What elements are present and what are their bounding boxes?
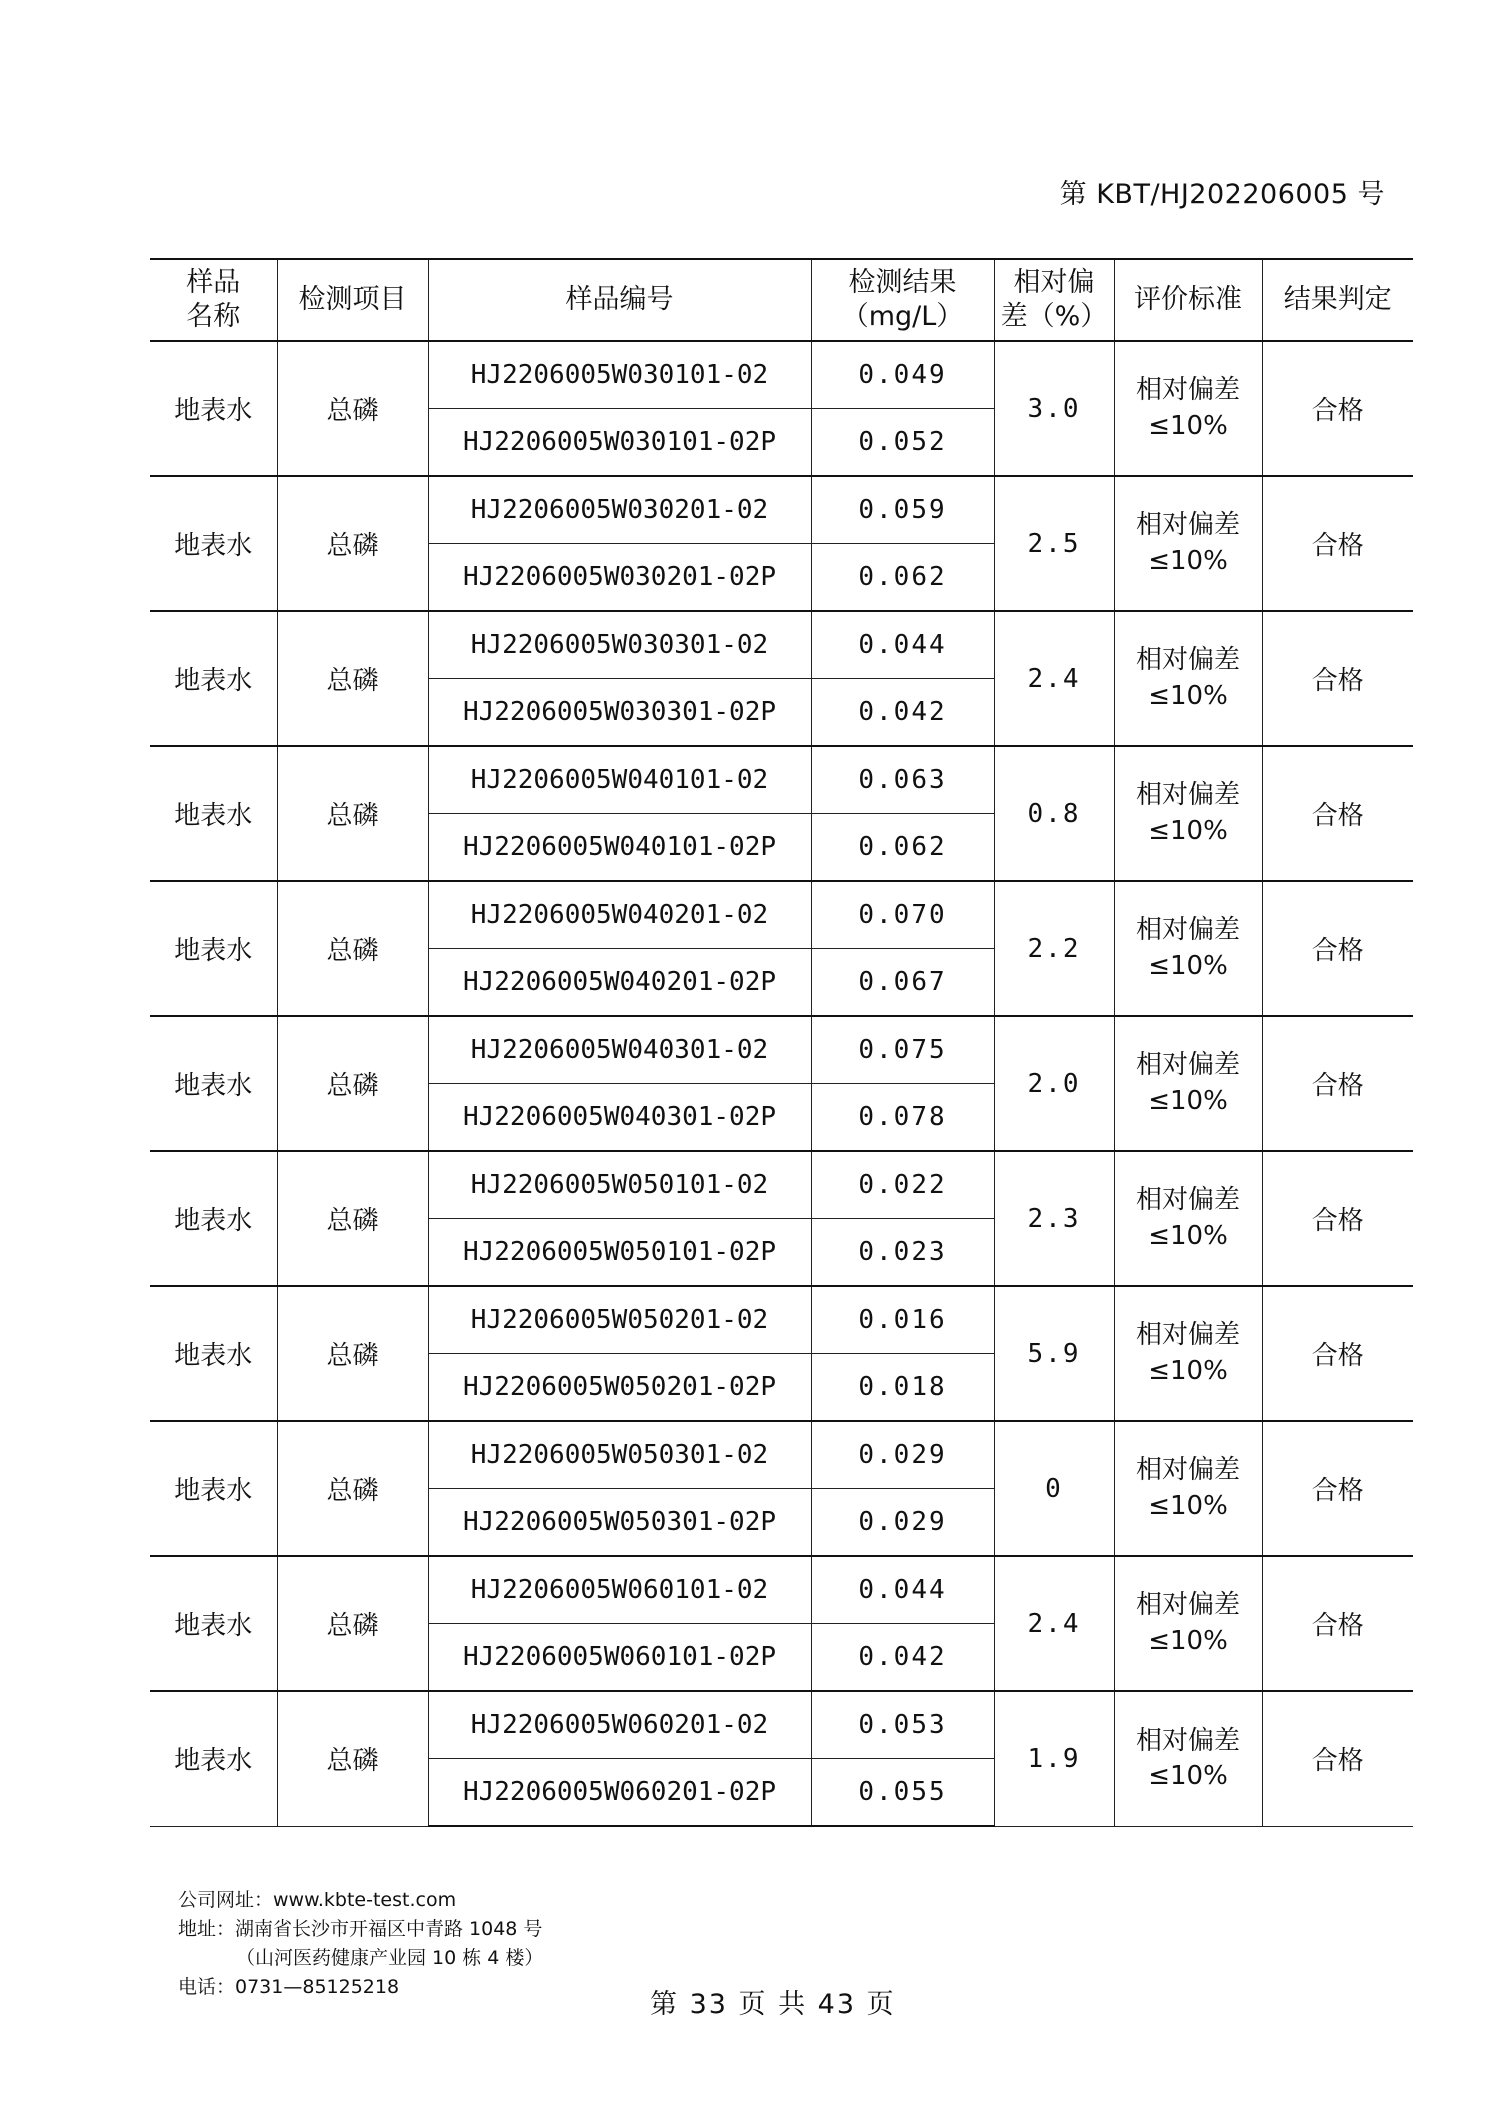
judgement-cell: 合格 — [1262, 1691, 1413, 1826]
sample-code-cell: HJ2206005W040301-02 — [428, 1016, 811, 1084]
test-item-cell: 总磷 — [277, 881, 428, 1016]
judgement-cell: 合格 — [1262, 1286, 1413, 1421]
header-standard: 评价标准 — [1114, 259, 1262, 341]
company-address-detail: （山河医药健康产业园 10 栋 4 楼） — [236, 1947, 544, 1969]
relative-deviation-cell: 3.0 — [994, 341, 1114, 476]
standard-label: 相对偏差 — [1135, 1725, 1240, 1756]
sample-code-cell: HJ2206005W030201-02P — [428, 544, 811, 612]
company-website: 公司网址：www.kbte-test.com — [178, 1889, 457, 1911]
sample-name-cell: 地表水 — [150, 1286, 277, 1421]
sample-code-cell: HJ2206005W060101-02 — [428, 1556, 811, 1624]
relative-deviation-cell: 1.9 — [994, 1691, 1114, 1826]
sample-name-cell: 地表水 — [150, 746, 277, 881]
table-row — [150, 1691, 1413, 1759]
result-cell: 0.042 — [811, 1624, 994, 1692]
page-number: 第 33 页 共 43 页 — [650, 1989, 896, 2020]
standard-cell — [1114, 746, 1262, 881]
table-row — [150, 1151, 1413, 1219]
standard-limit: ≤10% — [1148, 1760, 1228, 1791]
report-number: 第 KBT/HJ202206005 号 — [1059, 179, 1385, 210]
sample-name-cell: 地表水 — [150, 881, 277, 1016]
result-cell: 0.055 — [811, 1759, 994, 1827]
sample-code-cell: HJ2206005W040301-02P — [428, 1084, 811, 1152]
judgement-cell: 合格 — [1262, 611, 1413, 746]
sample-name-cell: 地表水 — [150, 1556, 277, 1691]
relative-deviation-cell: 2.0 — [994, 1016, 1114, 1151]
result-cell: 0.078 — [811, 1084, 994, 1152]
result-cell: 0.022 — [811, 1151, 994, 1219]
judgement-cell: 合格 — [1262, 341, 1413, 476]
sample-code-cell: HJ2206005W050101-02P — [428, 1219, 811, 1287]
standard-cell — [1114, 611, 1262, 746]
judgement-cell: 合格 — [1262, 1421, 1413, 1556]
judgement-cell: 合格 — [1262, 1151, 1413, 1286]
company-phone: 电话：0731—85125218 — [178, 1976, 400, 1998]
standard-label: 相对偏差 — [1135, 1185, 1240, 1216]
standard-cell — [1114, 1016, 1262, 1151]
result-cell: 0.018 — [811, 1354, 994, 1422]
standard-cell — [1114, 881, 1262, 1016]
sample-code-cell: HJ2206005W050301-02 — [428, 1421, 811, 1489]
standard-limit: ≤10% — [1148, 950, 1228, 981]
standard-label: 相对偏差 — [1135, 375, 1240, 406]
sample-name-cell: 地表水 — [150, 1016, 277, 1151]
standard-cell — [1114, 476, 1262, 611]
relative-deviation-cell: 0 — [994, 1421, 1114, 1556]
standard-limit: ≤10% — [1148, 815, 1228, 846]
table-row — [150, 341, 1413, 409]
relative-deviation-cell: 2.4 — [994, 1556, 1114, 1691]
header-relative-deviation: 相对偏 差（%） — [994, 259, 1114, 341]
sample-code-cell: HJ2206005W040101-02P — [428, 814, 811, 882]
sample-code-cell: HJ2206005W040201-02 — [428, 881, 811, 949]
header-judgement: 结果判定 — [1262, 259, 1413, 341]
sample-code-cell: HJ2206005W040101-02 — [428, 746, 811, 814]
result-cell: 0.029 — [811, 1489, 994, 1557]
test-item-cell: 总磷 — [277, 746, 428, 881]
test-item-cell: 总磷 — [277, 1556, 428, 1691]
relative-deviation-cell: 2.3 — [994, 1151, 1114, 1286]
standard-label: 相对偏差 — [1135, 1590, 1240, 1621]
test-item-cell: 总磷 — [277, 1421, 428, 1556]
result-cell: 0.029 — [811, 1421, 994, 1489]
sample-code-cell: HJ2206005W030301-02 — [428, 611, 811, 679]
footer — [178, 1886, 543, 2002]
standard-limit: ≤10% — [1148, 680, 1228, 711]
test-item-cell: 总磷 — [277, 1016, 428, 1151]
standard-cell — [1114, 1421, 1262, 1556]
relative-deviation-cell: 2.5 — [994, 476, 1114, 611]
table-row — [150, 881, 1413, 949]
result-cell: 0.053 — [811, 1691, 994, 1759]
result-cell: 0.044 — [811, 1556, 994, 1624]
standard-cell — [1114, 1286, 1262, 1421]
result-cell: 0.062 — [811, 544, 994, 612]
result-cell: 0.052 — [811, 409, 994, 477]
table-row — [150, 746, 1413, 814]
test-item-cell: 总磷 — [277, 1286, 428, 1421]
sample-code-cell: HJ2206005W060201-02 — [428, 1691, 811, 1759]
standard-label: 相对偏差 — [1135, 1050, 1240, 1081]
header-sample-code: 样品编号 — [428, 259, 811, 341]
test-item-cell: 总磷 — [277, 476, 428, 611]
sample-code-cell: HJ2206005W030101-02 — [428, 341, 811, 409]
standard-limit: ≤10% — [1148, 1490, 1228, 1521]
sample-name-cell: 地表水 — [150, 1421, 277, 1556]
sample-name-cell: 地表水 — [150, 341, 277, 476]
sample-name-cell: 地表水 — [150, 1151, 277, 1286]
judgement-cell: 合格 — [1262, 1556, 1413, 1691]
result-cell: 0.016 — [811, 1286, 994, 1354]
relative-deviation-cell: 2.2 — [994, 881, 1114, 1016]
standard-cell — [1114, 341, 1262, 476]
test-item-cell: 总磷 — [277, 1691, 428, 1826]
result-cell: 0.023 — [811, 1219, 994, 1287]
test-item-cell: 总磷 — [277, 611, 428, 746]
standard-label: 相对偏差 — [1135, 510, 1240, 541]
header-result: 检测结果 （mg/L） — [811, 259, 994, 341]
sample-name-cell: 地表水 — [150, 476, 277, 611]
table-row — [150, 1286, 1413, 1354]
test-item-cell: 总磷 — [277, 1151, 428, 1286]
result-cell: 0.075 — [811, 1016, 994, 1084]
standard-label: 相对偏差 — [1135, 915, 1240, 946]
standard-cell — [1114, 1556, 1262, 1691]
header-sample-name: 样品 名称 — [150, 259, 277, 341]
sample-code-cell: HJ2206005W050201-02 — [428, 1286, 811, 1354]
sample-name-cell: 地表水 — [150, 611, 277, 746]
relative-deviation-cell: 5.9 — [994, 1286, 1114, 1421]
standard-limit: ≤10% — [1148, 1355, 1228, 1386]
result-cell: 0.062 — [811, 814, 994, 882]
result-cell: 0.067 — [811, 949, 994, 1017]
sample-name-cell: 地表水 — [150, 1691, 277, 1826]
relative-deviation-cell: 2.4 — [994, 611, 1114, 746]
result-cell: 0.063 — [811, 746, 994, 814]
standard-label: 相对偏差 — [1135, 1455, 1240, 1486]
sample-code-cell: HJ2206005W030201-02 — [428, 476, 811, 544]
standard-cell — [1114, 1691, 1262, 1826]
relative-deviation-cell: 0.8 — [994, 746, 1114, 881]
table-row — [150, 1421, 1413, 1489]
table-row — [150, 611, 1413, 679]
sample-code-cell: HJ2206005W060101-02P — [428, 1624, 811, 1692]
sample-code-cell: HJ2206005W040201-02P — [428, 949, 811, 1017]
result-cell: 0.049 — [811, 341, 994, 409]
table-row — [150, 1016, 1413, 1084]
sample-code-cell: HJ2206005W030301-02P — [428, 679, 811, 747]
standard-limit: ≤10% — [1148, 1625, 1228, 1656]
standard-label: 相对偏差 — [1135, 1320, 1240, 1351]
standard-label: 相对偏差 — [1135, 645, 1240, 676]
header-test-item: 检测项目 — [277, 259, 428, 341]
sample-code-cell: HJ2206005W050301-02P — [428, 1489, 811, 1557]
qc-table — [150, 258, 1413, 1827]
judgement-cell: 合格 — [1262, 881, 1413, 1016]
standard-limit: ≤10% — [1148, 1085, 1228, 1116]
standard-limit: ≤10% — [1148, 545, 1228, 576]
result-cell: 0.059 — [811, 476, 994, 544]
result-cell: 0.044 — [811, 611, 994, 679]
standard-label: 相对偏差 — [1135, 780, 1240, 811]
sample-code-cell: HJ2206005W060201-02P — [428, 1759, 811, 1827]
judgement-cell: 合格 — [1262, 746, 1413, 881]
sample-code-cell: HJ2206005W030101-02P — [428, 409, 811, 477]
standard-cell — [1114, 1151, 1262, 1286]
sample-code-cell: HJ2206005W050201-02P — [428, 1354, 811, 1422]
sample-code-cell: HJ2206005W050101-02 — [428, 1151, 811, 1219]
judgement-cell: 合格 — [1262, 476, 1413, 611]
result-cell: 0.042 — [811, 679, 994, 747]
test-item-cell: 总磷 — [277, 341, 428, 476]
standard-limit: ≤10% — [1148, 410, 1228, 441]
table-row — [150, 476, 1413, 544]
judgement-cell: 合格 — [1262, 1016, 1413, 1151]
table-row — [150, 1556, 1413, 1624]
table-header-row — [150, 259, 1413, 341]
standard-limit: ≤10% — [1148, 1220, 1228, 1251]
result-cell: 0.070 — [811, 881, 994, 949]
company-address: 地址：湖南省长沙市开福区中青路 1048 号 — [178, 1918, 543, 1940]
